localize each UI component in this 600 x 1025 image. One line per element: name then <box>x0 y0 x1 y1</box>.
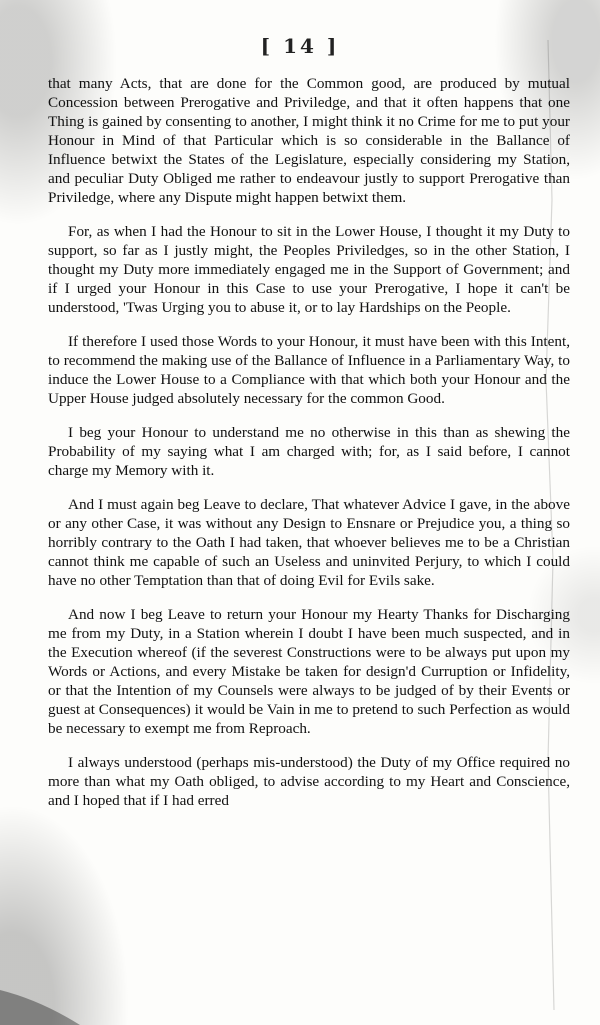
paragraph: I beg your Honour to understand me no otherwise in this than as shewing the Probability of my saying what I am charged with; for, as I said before, I cannot charge my Memory with it. <box>48 424 570 479</box>
document-body <box>48 74 570 825</box>
paragraph: And I must again beg Leave to declare, That whatever Advice I gave, in the above or any other Case, it was without any Design to Ensnare or Prejudice you, a thing so horribly contrary to the Oath I had taken, that whoever believes me to be a Christian cannot think me capable of such an Useless and uninvited Perjury, to which I could have no other Temptation than that of doing Evil for Evils sake. <box>48 496 570 589</box>
page-number: [ 14 ] <box>260 34 340 58</box>
paragraph: For, as when I had the Honour to sit in the Lower House, I thought it my Duty to support, so far as I justly might, the Peoples Priviledges, so in the other Station, I thought my Duty more immediately engaged me in the Support of Government; and if I urged your Honour in this Case to use your Prerogative, I hope it can't be understood, 'Twas Urging you to abuse it, or to lay Hardships on the People. <box>48 223 570 316</box>
paragraph: I always understood (perhaps mis-understood) the Duty of my Office required no more than what my Oath obliged, to advise according to my Heart and Conscience, and I hoped that if I had erred <box>48 754 570 809</box>
paragraph: If therefore I used those Words to your Honour, it must have been with this Intent, to recommend the making use of the Ballance of Influence in a Parliamentary Way, to induce the Lower House to a Compliance with that which both your Honour and the Upper House judged absolutely necessary for the common Good. <box>48 333 570 407</box>
paragraph: that many Acts, that are done for the Common good, are produced by mutual Concession between Prerogative and Priviledge, and that it often happens that one Thing is gained by consenting to another, I might think it no Crime for me to put your Honour in Mind of that Particular which is so considerable in the Ballance of Influence betwixt the States of the Legislature, especially considering my Station, and peculiar Duty Obliged me rather to endeavour justly to support Prerogative than Priviledge, where any Dispute might happen betwixt them. <box>48 75 570 206</box>
paragraph: And now I beg Leave to return your Honour my Hearty Thanks for Discharging me from my Duty, in a Station wherein I doubt I have been much suspected, and in the Execution whereof (if the severest Constructions were to be always put upon my Words or Actions, and every Mistake be taken for design'd Curruption or Infidelity, or that the Intention of my Counsels were always to be judged of by their Events or guest at Consequences) it would be Vain in me to pretend to such Perfection as would be necessary to exempt me from Reproach. <box>48 606 570 737</box>
